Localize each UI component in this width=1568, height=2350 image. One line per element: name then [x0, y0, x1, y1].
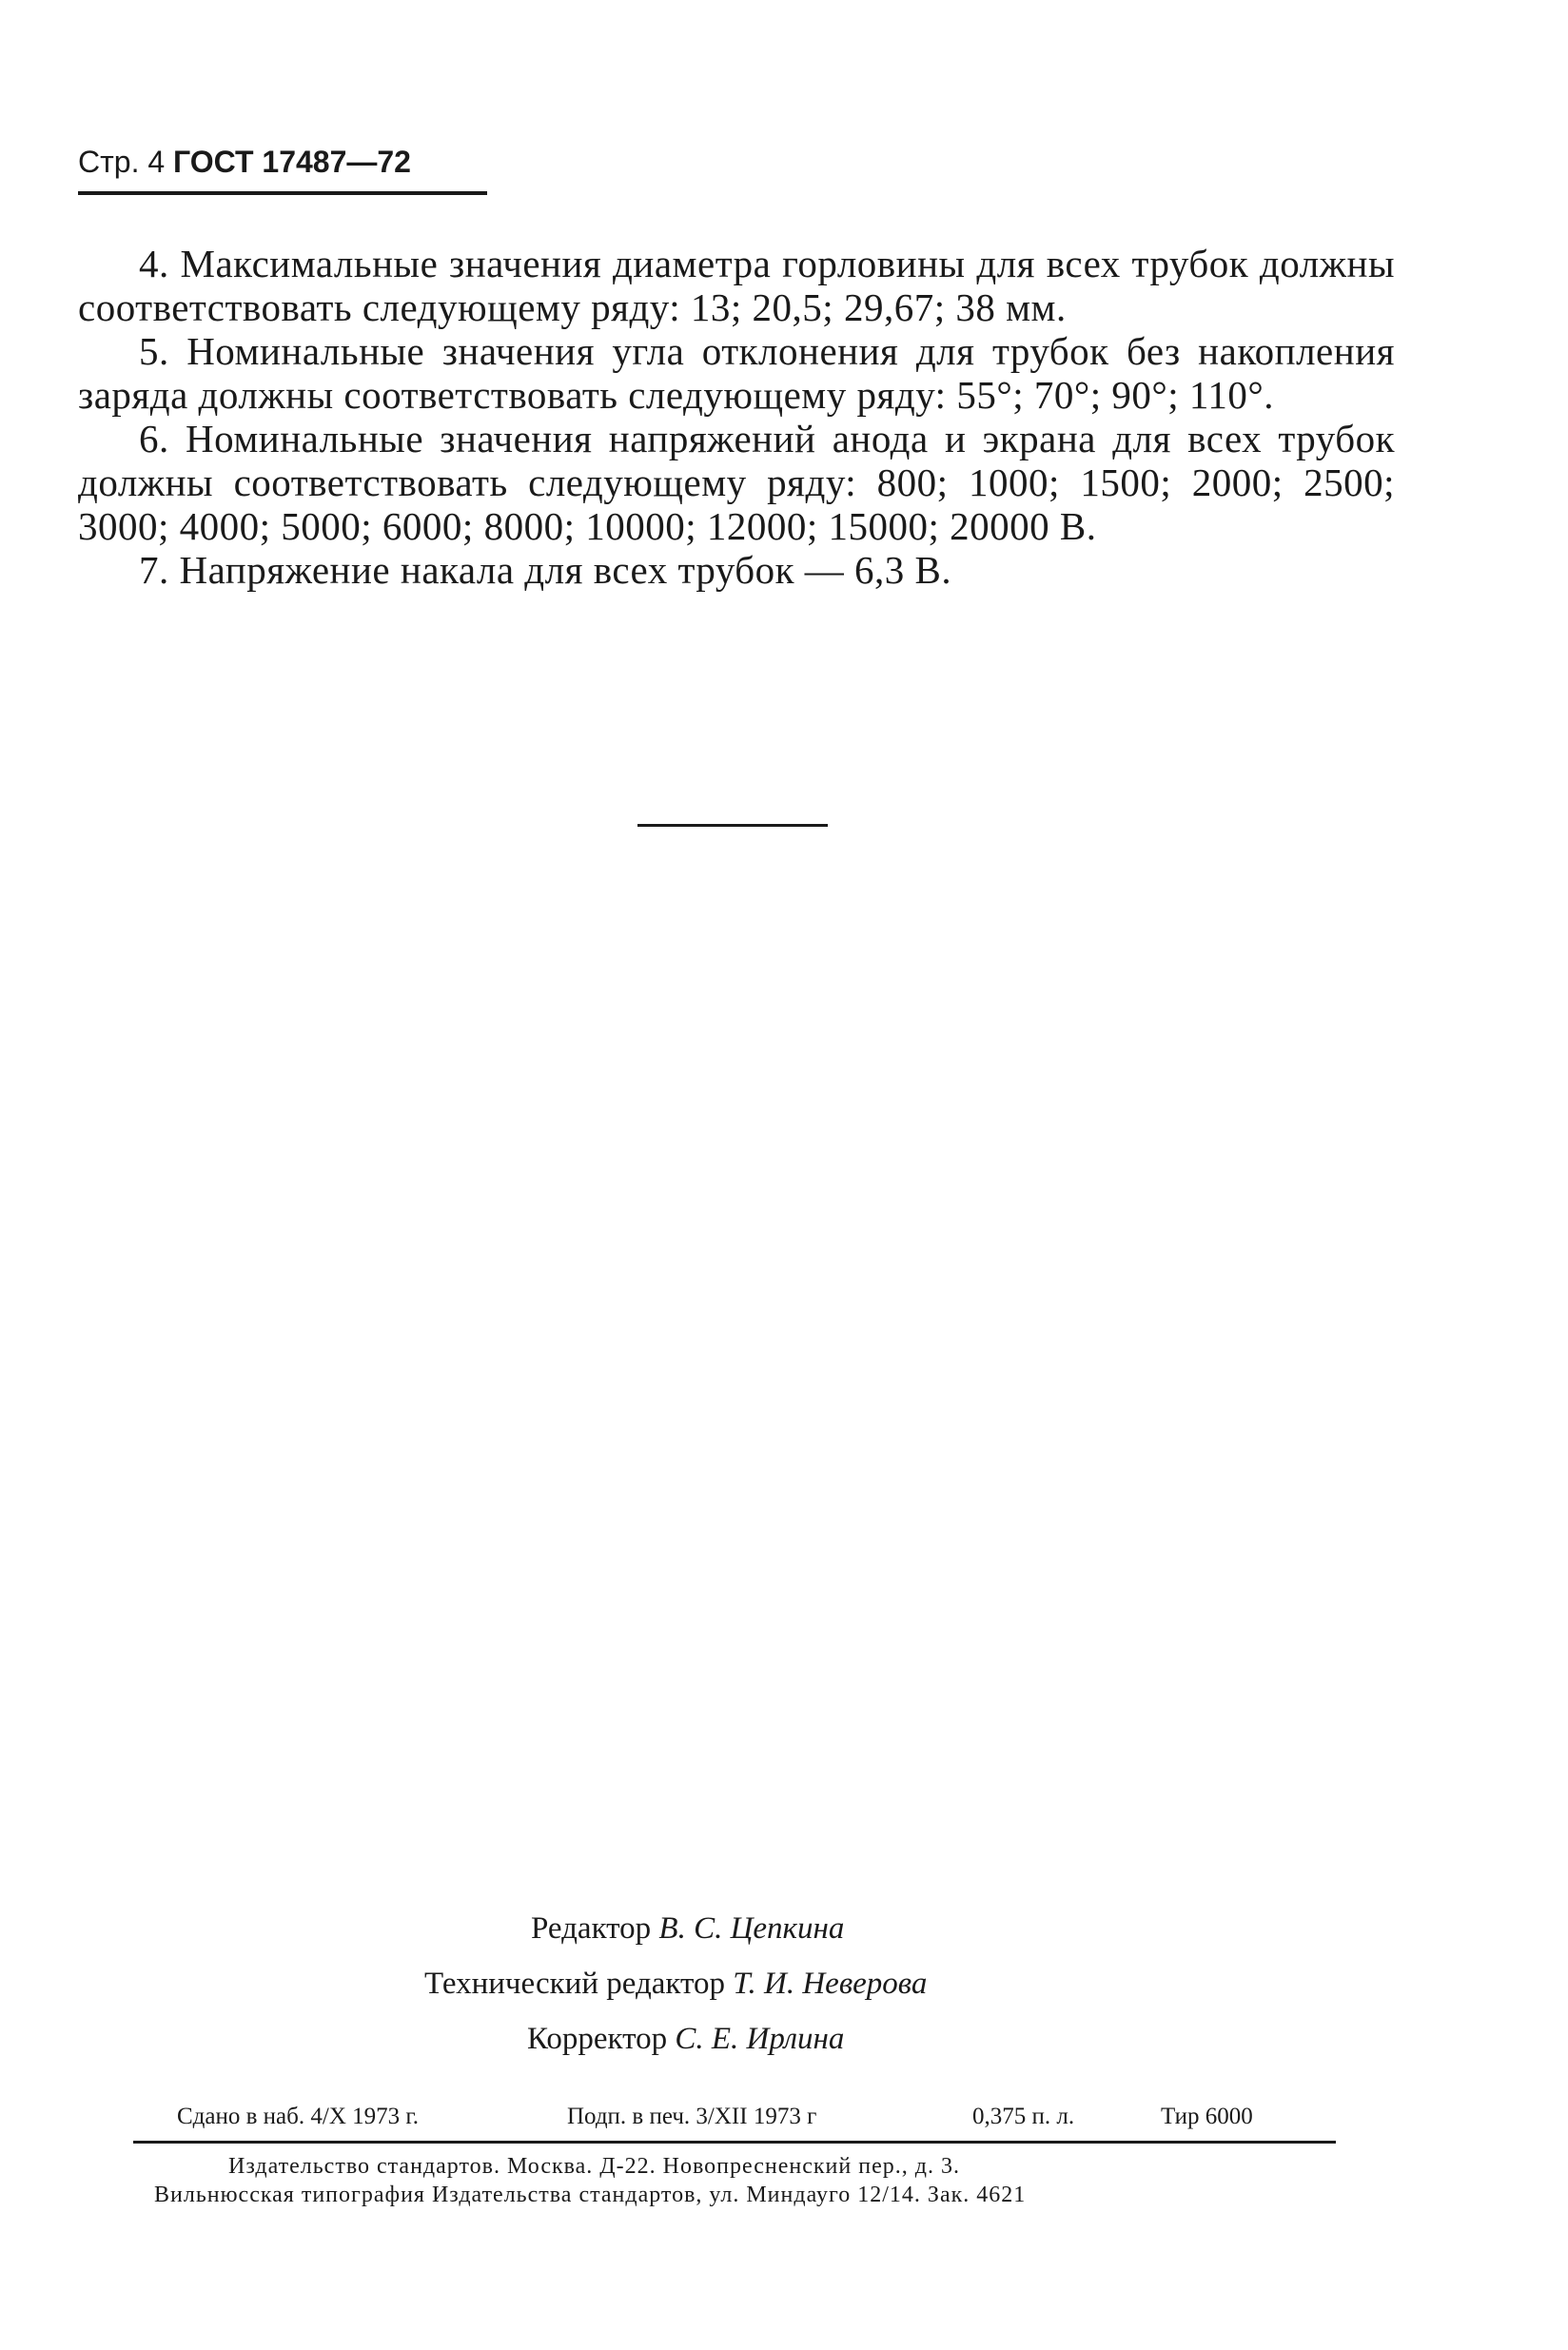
- clause-4: 4. Максимальные значения диаметра горловины для всех трубок должны соответствовать следующему ряду: 13; 20,5; 29,67; 38 мм.: [78, 242, 1395, 329]
- tech-editor-name: Т. И. Неверова: [733, 1967, 928, 2001]
- clause-5: 5. Номинальные значения угла отклонения для трубок без накопления заряда должны соответствовать следующему ряду: 55°; 70°; 90°; 110°.: [78, 329, 1395, 417]
- header-rule: [78, 191, 487, 195]
- editor-name: В. С. Цепкина: [658, 1911, 845, 1946]
- printer-line: Вильнюсская типография Издательства стандартов, ул. Миндауго 12/14. Зак. 4621: [154, 2183, 1027, 2207]
- clause-6: 6. Номинальные значения напряжений анода и экрана для всех трубок должны соответствовать следующему ряду: 800; 1000; 1500; 2000; 2500; 3000; 4000; 5000; 6000; 8000; 10000; 12000; 15000; 20000 В.: [78, 417, 1395, 548]
- page-number-label: Стр. 4: [78, 145, 166, 179]
- imprint-rule: [133, 2141, 1336, 2144]
- standard-clauses: [78, 242, 1395, 592]
- proofreader-role: Корректор: [527, 2022, 668, 2056]
- gost-number-label: ГОСТ 17487—72: [173, 145, 411, 179]
- editor-line: [531, 1901, 844, 1956]
- page-header: [78, 143, 411, 181]
- sheet-count: 0,375 п. л.: [972, 2104, 1075, 2129]
- tech-editor-role: Технический редактор: [424, 1967, 725, 2001]
- signed-date: Подп. в печ. 3/XII 1973 г: [567, 2104, 817, 2129]
- clause-7: 7. Напряжение накала для всех трубок — 6,3 В.: [139, 548, 952, 592]
- proofreader-name: С. Е. Ирлина: [675, 2022, 845, 2056]
- print-run: Тир 6000: [1161, 2104, 1253, 2129]
- editor-role: Редактор: [531, 1911, 652, 1946]
- tech-editor-line: [424, 1956, 927, 2011]
- publisher-line: Издательство стандартов. Москва. Д-22. Новопресненский пер., д. 3.: [228, 2154, 960, 2179]
- proofreader-line: [527, 2011, 844, 2066]
- section-divider: [637, 824, 828, 827]
- submitted-date: Сдано в наб. 4/X 1973 г.: [177, 2104, 420, 2129]
